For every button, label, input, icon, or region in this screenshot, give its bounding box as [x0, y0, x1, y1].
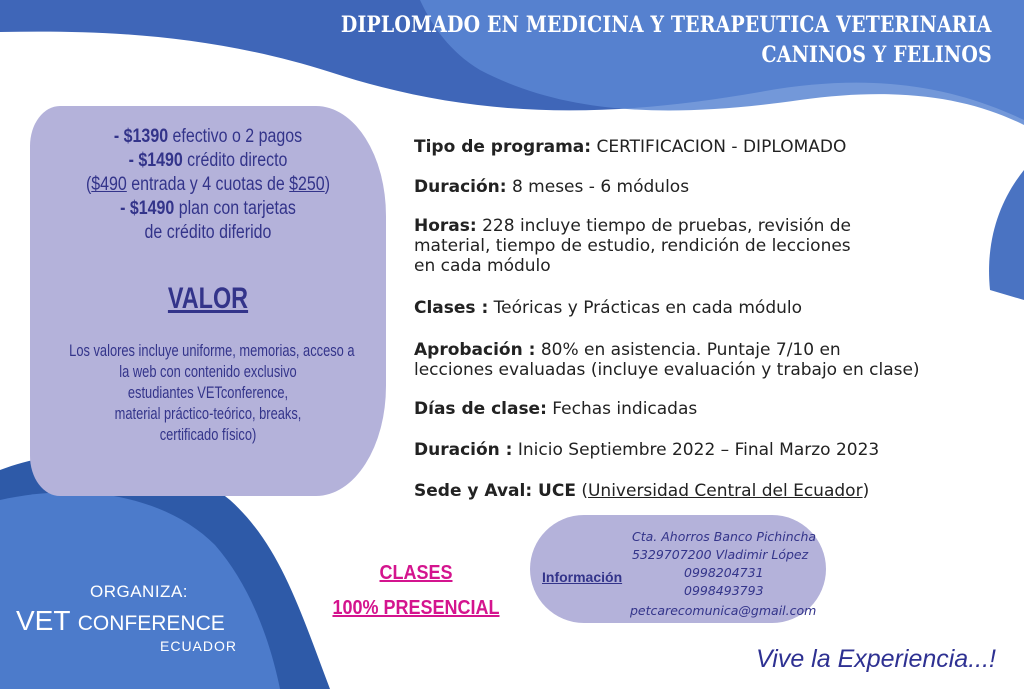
- tagline: Vive la Experiencia...!: [756, 645, 996, 673]
- contact-panel: [530, 515, 826, 623]
- price-line-installments: ($490 entrada y 4 cuotas de $250): [85, 174, 331, 195]
- info-label: Información: [542, 569, 623, 585]
- info-sede: Sede y Aval: UCE (Universidad Central del Ecuador): [414, 481, 870, 501]
- info-duracion: Duración: 8 meses - 6 módulos: [414, 177, 690, 197]
- page-subtitle: CANINOS Y FELINOS: [761, 42, 992, 68]
- organizer-label: ORGANIZA:: [90, 582, 189, 601]
- phone-number: 0998493793: [684, 583, 764, 598]
- right-corner-wave: [989, 170, 1024, 300]
- valor-note-line: material práctico-teórico, breaks,: [114, 405, 302, 423]
- bank-name: Cta. Ahorros Banco Pichincha: [632, 529, 817, 544]
- info-tipo: Tipo de programa: CERTIFICACION - DIPLOMADO: [414, 137, 847, 157]
- valor-note-line: estudiantes VETconference,: [127, 384, 289, 402]
- price-line-card-detail: de crédito diferido: [144, 222, 272, 243]
- valor-note-line: certificado físico): [159, 426, 257, 444]
- valor-note-line: Los valores incluye uniforme, memorias, acceso a: [69, 342, 355, 360]
- info-fechas: Duración : Inicio Septiembre 2022 – Final Marzo 2023: [414, 440, 880, 460]
- info-aprobacion: Aprobación : 80% en asistencia. Puntaje 7/10 en lecciones evaluadas (incluye evaluación y trabajo en clase): [414, 340, 920, 380]
- pricing-panel: [30, 106, 386, 496]
- clases-badge-line1: CLASES: [379, 562, 453, 584]
- price-line-cash: - $1390 efectivo o 2 pagos: [113, 126, 303, 147]
- valor-note-line: la web con contenido exclusivo: [119, 363, 297, 381]
- price-line-credit: - $1490 crédito directo: [128, 150, 288, 171]
- valor-heading: VALOR: [167, 282, 249, 315]
- price-line-card: - $1490 plan con tarjetas: [120, 198, 296, 219]
- page-title: DIPLOMADO EN MEDICINA Y TERAPEUTICA VETERINARIA: [341, 12, 992, 38]
- info-clases: Clases : Teóricas y Prácticas en cada módulo: [414, 298, 803, 318]
- bank-account: 5329707200 Vladimir López: [632, 547, 809, 562]
- organizer-logo: VET CONFERENCE: [16, 605, 225, 636]
- info-dias: Días de clase: Fechas indicadas: [414, 399, 698, 419]
- contact-email: petcarecomunica@gmail.com: [630, 603, 817, 618]
- phone-number: 0998204731: [684, 565, 764, 580]
- organizer-country: ECUADOR: [160, 638, 238, 654]
- clases-badge-line2: 100% PRESENCIAL: [332, 597, 500, 619]
- info-horas: Horas: 228 incluye tiempo de pruebas, revisión de material, tiempo de estudio, rendición de lecciones en cada módulo: [414, 216, 852, 276]
